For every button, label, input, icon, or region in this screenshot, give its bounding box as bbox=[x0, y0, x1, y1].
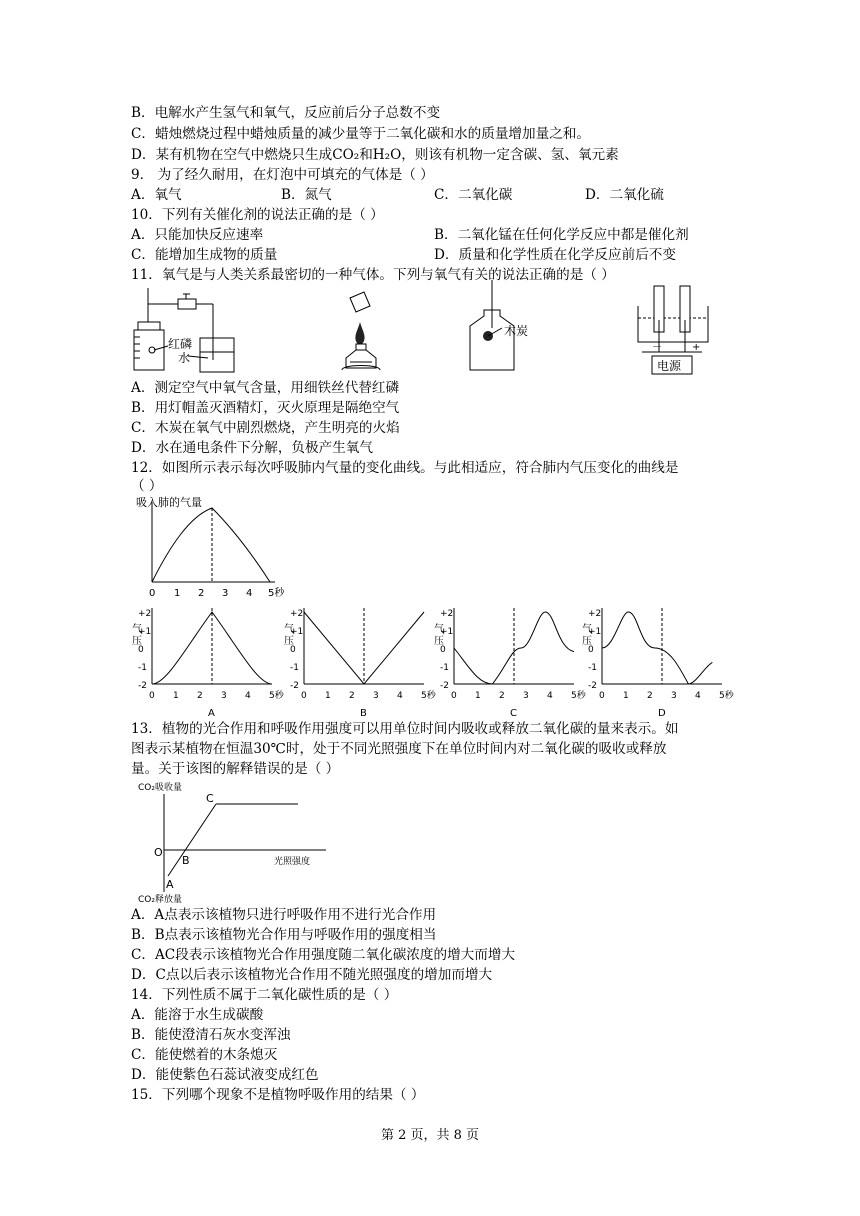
pressure-ylabel: 气压 bbox=[582, 624, 592, 647]
xtick-label: 1 bbox=[325, 691, 331, 701]
choice-label: B bbox=[360, 708, 367, 719]
light-intensity-label: 光照强度 bbox=[274, 857, 311, 867]
xtick-label: 2 bbox=[647, 691, 653, 701]
point-b-label: B bbox=[182, 854, 190, 867]
svg-text:5秒: 5秒 bbox=[268, 588, 285, 599]
xtick-label: 4 bbox=[695, 691, 701, 701]
plus-label: + bbox=[692, 342, 701, 353]
q13-option-a: A．A点表示该植物只进行呼吸作用不进行光合作用 bbox=[131, 907, 437, 923]
svg-text:4: 4 bbox=[246, 588, 253, 599]
ytick-label: -1 bbox=[290, 663, 299, 673]
q11-option-a: A．测定空气中氧气含量，用细铁丝代替红磷 bbox=[131, 380, 400, 396]
xtick-label: 0 bbox=[451, 691, 457, 701]
choice-label: A bbox=[208, 708, 215, 719]
minus-label: － bbox=[652, 342, 662, 353]
ytick-label: -2 bbox=[588, 681, 597, 691]
q9-option-b: B．氮气 bbox=[281, 187, 332, 203]
xtick-label: 1 bbox=[475, 691, 481, 701]
pressure-chart-a bbox=[130, 604, 284, 722]
q14-option-b: B．能使澄清石灰水变浑浊 bbox=[131, 1027, 291, 1043]
question-13-stem-2: 图表示某植物在恒温30℃时，处于不同光照强度下在单位时间内对二氧化碳的吸收或释放 bbox=[131, 741, 667, 757]
ytick-label: -1 bbox=[138, 663, 147, 673]
ytick-label: 0 bbox=[440, 645, 446, 655]
ytick-label: -2 bbox=[138, 681, 147, 691]
xtick-label: 0 bbox=[301, 691, 307, 701]
ytick-label: +2 bbox=[440, 609, 454, 619]
q14-option-c: C．能使燃着的木条熄灭 bbox=[131, 1047, 278, 1063]
co2-uptake-label: CO₂吸收量 bbox=[138, 783, 182, 793]
xtick-label: 3 bbox=[523, 691, 529, 701]
q14-option-a: A．能溶于水生成碳酸 bbox=[131, 1007, 264, 1023]
xtick-label: 5秒 bbox=[269, 691, 284, 701]
ytick-label: -2 bbox=[440, 681, 449, 691]
electrolysis-figure bbox=[630, 280, 720, 376]
ytick-label: +1 bbox=[588, 627, 602, 637]
point-o-label: O bbox=[154, 846, 163, 859]
xtick-label: 0 bbox=[149, 691, 155, 701]
question-13-stem-3: 量。关于该图的解释错误的是（ ） bbox=[131, 761, 340, 777]
xtick-label: 5秒 bbox=[571, 691, 586, 701]
q9-option-c: C．二氧化碳 bbox=[434, 187, 513, 203]
option-line: C．蜡烛燃烧过程中蜡烛质量的减少量等于二氧化碳和水的质量增加量之和。 bbox=[131, 126, 590, 142]
svg-text:0: 0 bbox=[149, 588, 156, 599]
xtick-label: 2 bbox=[499, 691, 505, 701]
xtick-label: 3 bbox=[671, 691, 677, 701]
svg-text:3: 3 bbox=[222, 588, 229, 599]
question-13-stem: 13．植物的光合作用和呼吸作用强度可以用单位时间内吸收或释放二氧化碳的量来表示。如 bbox=[131, 721, 679, 737]
question-15-stem: 15．下列哪个现象不是植物呼吸作用的结果（ ） bbox=[131, 1087, 425, 1103]
water-label: 水 bbox=[178, 351, 191, 365]
ytick-label: 0 bbox=[138, 645, 144, 655]
q10-option-c: C．能增加生成物的质量 bbox=[131, 247, 278, 263]
xtick-label: 2 bbox=[349, 691, 355, 701]
lung-volume-ylabel: 吸入肺的气量 bbox=[136, 496, 202, 509]
power-label: 电源 bbox=[657, 359, 682, 373]
xtick-label: 3 bbox=[373, 691, 379, 701]
ytick-label: +1 bbox=[138, 627, 152, 637]
question-9-stem: 9． 为了经久耐用，在灯泡中可填充的气体是（ ） bbox=[131, 167, 434, 183]
pressure-ylabel: 气压 bbox=[284, 624, 294, 647]
pressure-chart-d bbox=[580, 604, 740, 722]
pressure-ylabel: 气压 bbox=[132, 624, 142, 647]
q9-option-a: A．氧气 bbox=[131, 187, 182, 203]
choice-label: D bbox=[658, 708, 666, 719]
option-line: B．电解水产生氢气和氧气，反应前后分子总数不变 bbox=[131, 105, 441, 121]
q11-option-d: D．水在通电条件下分解，负极产生氧气 bbox=[131, 440, 373, 456]
point-c-label: C bbox=[206, 792, 214, 805]
q10-option-d: D．质量和化学性质在化学反应前后不变 bbox=[434, 247, 676, 263]
q11-option-b: B．用灯帽盖灭酒精灯，灭火原理是隔绝空气 bbox=[131, 400, 400, 416]
ytick-label: 0 bbox=[588, 645, 594, 655]
option-line: D．某有机物在空气中燃烧只生成CO₂和H₂O，则该有机物一定含碳、氢、氧元素 bbox=[131, 147, 619, 163]
q14-option-d: D．能使紫色石蕊试液变成红色 bbox=[131, 1067, 319, 1083]
xtick-label: 5秒 bbox=[421, 691, 436, 701]
phosphorus-apparatus-figure bbox=[128, 282, 248, 378]
ytick-label: +1 bbox=[440, 627, 454, 637]
xtick-label: 2 bbox=[197, 691, 203, 701]
question-12-stem-cont: （ ） bbox=[131, 478, 163, 494]
xtick-label: 5秒 bbox=[719, 691, 734, 701]
choice-label: C bbox=[510, 708, 517, 719]
q13-option-d: D．C点以后表示该植物光合作用不随光照强度的增加而增大 bbox=[131, 967, 493, 983]
xtick-label: 4 bbox=[245, 691, 251, 701]
q11-option-c: C．木炭在氧气中剧烈燃烧，产生明亮的火焰 bbox=[131, 420, 400, 436]
xtick-label: 4 bbox=[547, 691, 553, 701]
pressure-chart-c bbox=[432, 604, 586, 722]
co2-release-label: CO₂释放量 bbox=[138, 895, 182, 905]
alcohol-lamp-figure bbox=[336, 292, 396, 376]
svg-text:1: 1 bbox=[174, 588, 181, 599]
charcoal-label: 木炭 bbox=[504, 324, 529, 338]
xtick-label: 1 bbox=[173, 691, 179, 701]
question-11-stem: 11．氧气是与人类关系最密切的一种气体。下列与氧气有关的说法正确的是（ ） bbox=[131, 267, 615, 283]
charcoal-combustion-figure bbox=[462, 280, 552, 376]
svg-text:2: 2 bbox=[198, 588, 205, 599]
question-12-stem: 12．如图所示表示每次呼吸肺内气量的变化曲线。与此相适应，符合肺内气压变化的曲线是 bbox=[131, 460, 679, 476]
xtick-label: 4 bbox=[397, 691, 403, 701]
ytick-label: -1 bbox=[440, 663, 449, 673]
ytick-label: -2 bbox=[290, 681, 299, 691]
xtick-label: 3 bbox=[221, 691, 227, 701]
top-chart-xticks bbox=[149, 586, 285, 599]
q10-option-b: B．二氧化锰在任何化学反应中都是催化剂 bbox=[434, 227, 689, 243]
pressure-ylabel: 气压 bbox=[434, 624, 444, 647]
ytick-label: +2 bbox=[290, 609, 304, 619]
q9-option-d: D．二氧化硫 bbox=[585, 187, 664, 203]
pressure-curve bbox=[602, 612, 712, 684]
ytick-label: -1 bbox=[588, 663, 597, 673]
xtick-label: 1 bbox=[623, 691, 629, 701]
q13-option-b: B．B点表示该植物光合作用与呼吸作用的强度相当 bbox=[131, 927, 437, 943]
question-14-stem: 14．下列性质不属于二氧化碳性质的是（ ） bbox=[131, 987, 398, 1003]
phosphorus-label: 红磷 bbox=[168, 337, 193, 351]
ytick-label: +2 bbox=[588, 609, 602, 619]
q13-option-c: C．AC段表示该植物光合作用强度随二氧化碳浓度的增大而增大 bbox=[131, 947, 516, 963]
page-footer: 第 2 页，共 8 页 bbox=[380, 1128, 480, 1143]
point-a-label: A bbox=[166, 878, 174, 891]
pressure-chart-b bbox=[282, 604, 436, 722]
co2-light-chart bbox=[136, 780, 356, 904]
ytick-label: +2 bbox=[138, 609, 152, 619]
q10-option-a: A．只能加快反应速率 bbox=[131, 227, 264, 243]
xtick-label: 0 bbox=[599, 691, 605, 701]
ytick-label: +1 bbox=[290, 627, 304, 637]
ytick-label: 0 bbox=[290, 645, 296, 655]
question-10-stem: 10．下列有关催化剂的说法正确的是（ ） bbox=[131, 207, 384, 223]
lung-volume-chart bbox=[130, 496, 300, 606]
